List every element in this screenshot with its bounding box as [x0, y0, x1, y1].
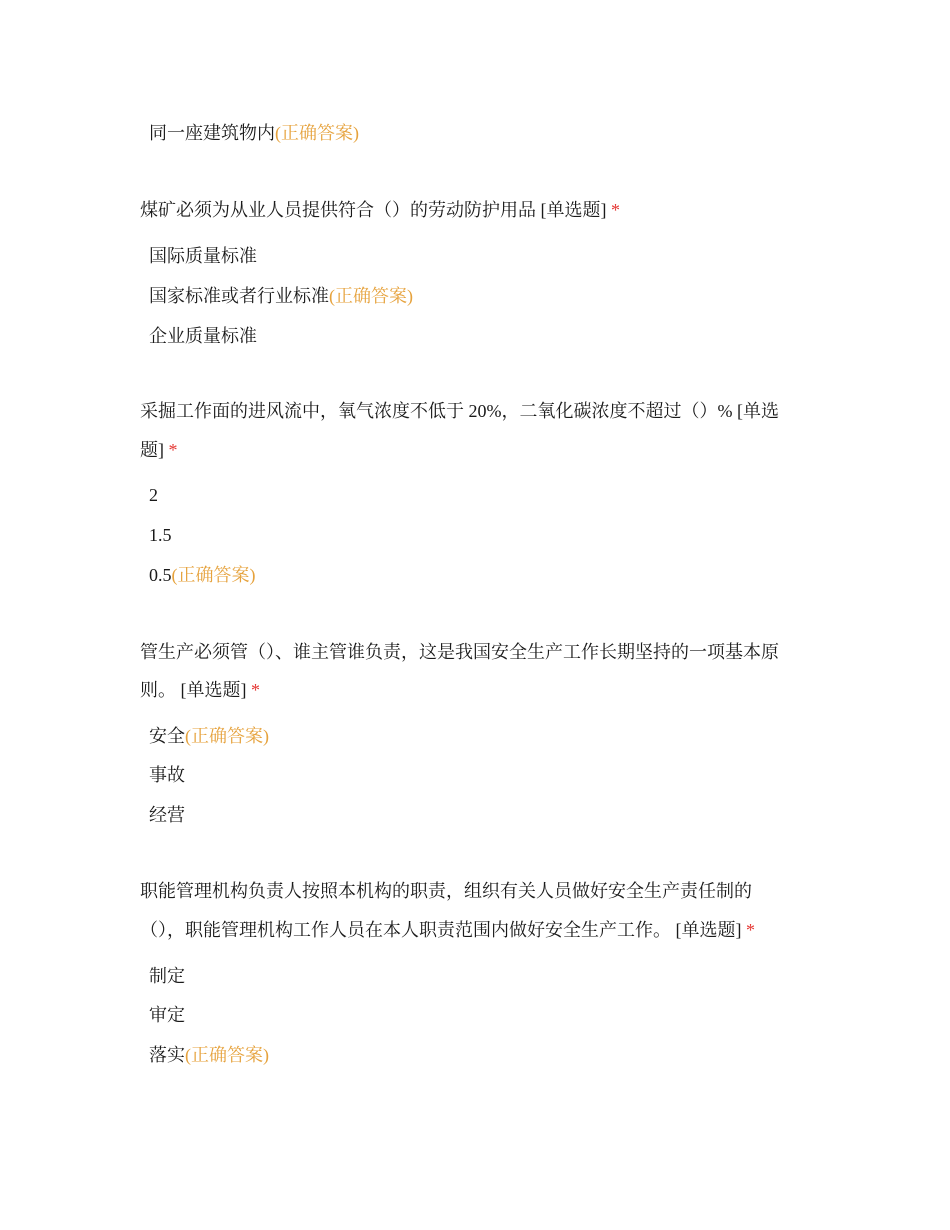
required-marker: * [251, 680, 260, 700]
option-item [149, 803, 185, 827]
option-text: 事故 [149, 765, 185, 785]
required-marker: * [611, 200, 620, 220]
correct-answer-marker: (正确答案) [185, 726, 269, 746]
option-item [149, 763, 185, 787]
option-text: 1.5 [149, 525, 172, 545]
option-item [149, 724, 269, 748]
question-text [140, 879, 752, 903]
required-marker: * [746, 920, 755, 940]
question-line: 题] [140, 440, 164, 460]
question-text [140, 918, 755, 942]
option-item [149, 121, 359, 145]
question-line: 采掘工作面的进风流中，氧气浓度不低于 20%，二氧化碳浓度不超过（）% [单选 [140, 401, 779, 421]
option-text: 经营 [149, 805, 185, 825]
question-text [140, 678, 260, 702]
option-item [149, 244, 257, 268]
option-item [149, 1043, 269, 1067]
question-line: 职能管理机构负责人按照本机构的职责，组织有关人员做好安全生产责任制的 [140, 881, 752, 901]
option-item [149, 523, 172, 547]
option-item [149, 483, 158, 507]
question-line: 管生产必须管（）、谁主管谁负责，这是我国安全生产工作长期坚持的一项基本原 [140, 642, 779, 662]
option-item [149, 324, 257, 348]
question-line: 则。 [单选题] [140, 680, 247, 700]
question-text [140, 438, 178, 462]
correct-answer-marker: (正确答案) [185, 1045, 269, 1065]
required-marker: * [168, 440, 178, 460]
question-line: （），职能管理机构工作人员在本人职责范围内做好安全生产工作。 [单选题] [140, 920, 742, 940]
question-text [140, 399, 779, 423]
option-text: 国家标准或者行业标准 [149, 286, 329, 306]
option-item [149, 284, 413, 308]
option-text: 2 [149, 485, 158, 505]
option-text: 安全 [149, 726, 185, 746]
option-text: 国际质量标准 [149, 246, 257, 266]
option-item [149, 563, 256, 587]
option-item [149, 964, 185, 988]
option-text: 落实 [149, 1045, 185, 1065]
correct-answer-marker: (正确答案) [275, 123, 359, 143]
option-text: 同一座建筑物内 [149, 123, 275, 143]
question-text [140, 198, 620, 222]
correct-answer-marker: (正确答案) [329, 286, 413, 306]
option-text: 审定 [149, 1005, 185, 1025]
correct-answer-marker: (正确答案) [171, 565, 256, 585]
question-text [140, 640, 779, 664]
option-item [149, 1003, 185, 1027]
question-line: 煤矿必须为从业人员提供符合（）的劳动防护用品 [单选题] [140, 200, 607, 220]
option-text: 0.5 [149, 565, 172, 585]
option-text: 制定 [149, 966, 185, 986]
option-text: 企业质量标准 [149, 326, 257, 346]
